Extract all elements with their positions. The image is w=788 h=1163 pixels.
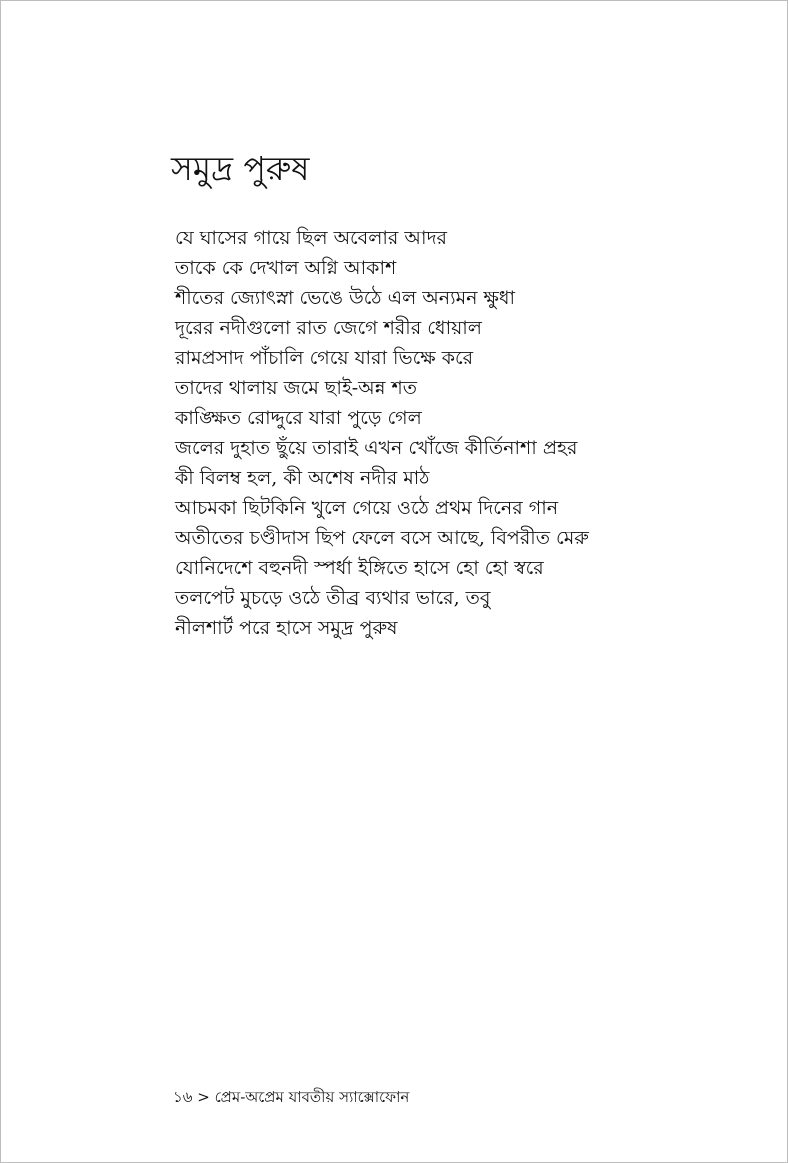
poem-line: দূরের নদীগুলো রাত জেগে শরীর ধোয়াল bbox=[175, 317, 482, 339]
poem-line: আচমকা ছিটকিনি খুলে গেয়ে ওঠে প্রথম দিনের গান bbox=[175, 497, 559, 519]
poem-line: কাঙ্ক্ষিত রোদ্দুরে যারা পুড়ে গেল bbox=[175, 407, 422, 429]
poem-line: যে ঘাসের গায়ে ছিল অবেলার আদর bbox=[175, 227, 448, 249]
poem-line: অতীতের চণ্ডীদাস ছিপ ফেলে বসে আছে, বিপরীত মেরু bbox=[175, 527, 589, 549]
poem-line: কী বিলম্ব হল, কী অশেষ নদীর মাঠ bbox=[175, 467, 430, 489]
poem-line: তলপেট মুচড়ে ওঠে তীব্র ব্যথার ভারে, তবু bbox=[175, 587, 491, 609]
poem-line: তাকে কে দেখাল অগ্নি আকাশ bbox=[175, 257, 397, 279]
poem-line: রামপ্রসাদ পাঁচালি গেয়ে যারা ভিক্ষে করে bbox=[175, 347, 474, 369]
poem-line: জলের দুহাত ছুঁয়ে তারাই এখন খোঁজে কীর্তিনাশা প্রহর bbox=[175, 437, 578, 459]
page-footer: ১৬ > প্রেম-অপ্রেম যাবতীয় স্যাক্সোফোন bbox=[173, 1088, 410, 1106]
poem-title: সমুদ্র পুরুষ bbox=[171, 149, 310, 188]
poem-line: শীতের জ্যোৎস্না ভেঙে উঠে এল অন্যমন ক্ষুধা bbox=[175, 287, 516, 309]
poem-body bbox=[175, 223, 635, 643]
poem-line: নীলশার্ট পরে হাসে সমুদ্র পুরুষ bbox=[175, 617, 398, 639]
poem-line: যোনিদেশে বহুনদী স্পর্ধা ইঙ্গিতে হাসে হো হো স্বরে bbox=[175, 557, 544, 579]
poem-line: তাদের থালায় জমে ছাই-অন্ন শত bbox=[175, 377, 417, 399]
